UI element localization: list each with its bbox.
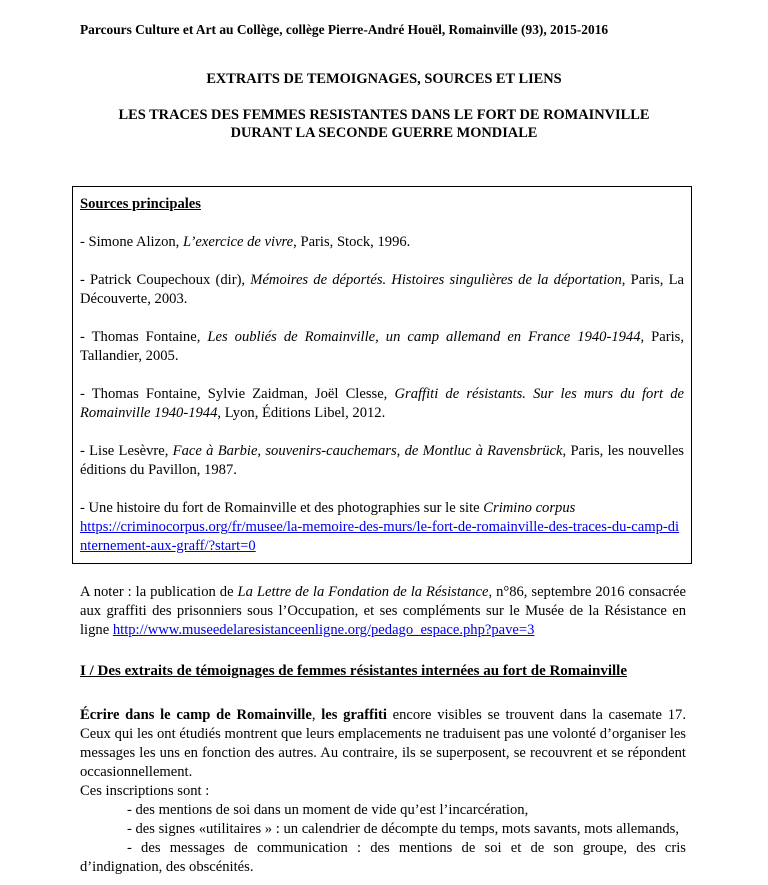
document-subtitle bbox=[0, 106, 768, 142]
paragraph-text: encore visibles se trouvent dans la casemate 17. Ceux qui les ont étudiés montrent que leurs emplacements ne traduisent pas une volonté d’organiser les messages les uns en fonction des autres. Au contraire, ils se superposent, se recouvrent et se répondent occasionnellement. bbox=[80, 707, 686, 780]
note-text-continued: , n°86, septembre 2016 consacrée aux graffiti des prisonniers sous l’Occupation, et ses compléments sur le Musée de la Résistance en ligne bbox=[80, 584, 686, 638]
source-item bbox=[80, 328, 684, 366]
source-item bbox=[80, 233, 684, 252]
source-publisher: , Lyon, Éditions Libel, 2012. bbox=[217, 405, 386, 421]
source-item-website bbox=[80, 499, 684, 556]
source-item bbox=[80, 271, 684, 309]
source-author: - Lise Lesèvre, bbox=[80, 443, 173, 459]
source-author: - Simone Alizon, bbox=[80, 234, 183, 250]
source-website-text: - Une histoire du fort de Romainville et des photographies sur le site bbox=[80, 500, 484, 516]
sources-heading: Sources principales bbox=[80, 196, 201, 212]
source-book-title: L’exercice de vivre bbox=[182, 234, 294, 250]
sources-box bbox=[72, 186, 692, 564]
list-item: - des mentions de soi dans un moment de vide qu’est l’incarcération, bbox=[127, 802, 529, 818]
note-text: A noter : la publication de bbox=[80, 584, 238, 600]
subtitle-line-2: DURANT LA SECONDE GUERRE MONDIALE bbox=[230, 125, 538, 141]
document-title: EXTRAITS DE TEMOIGNAGES, SOURCES ET LIENS bbox=[206, 71, 562, 87]
source-item bbox=[80, 442, 684, 480]
list-item: - des messages de communication : des mentions de soi et de son groupe, des cris d’indignation, des obscénités. bbox=[80, 840, 686, 875]
source-item bbox=[80, 385, 684, 423]
source-publisher: , Paris, Tallandier, 2005. bbox=[80, 329, 685, 364]
subtitle-line-1: LES TRACES DES FEMMES RESISTANTES DANS LE FORT DE ROMAINVILLE bbox=[118, 107, 650, 123]
document-header: Parcours Culture et Art au Collège, collège Pierre-André Houël, Romainville (93), 2015-2016 bbox=[80, 22, 609, 37]
source-website-name: Crimino corpus bbox=[483, 500, 576, 516]
musee-resistance-link[interactable]: http://www.museedelaresistanceenligne.org/pedago_espace.php?pave=3 bbox=[112, 622, 535, 638]
source-publisher: , Paris, La Découverte, 2003. bbox=[80, 272, 685, 307]
source-publisher: , Paris, Stock, 1996. bbox=[293, 234, 411, 250]
source-book-title: Mémoires de déportés. Histoires singulières de la déportation bbox=[250, 272, 622, 288]
section-body bbox=[80, 706, 686, 877]
section-heading: I / Des extraits de témoignages de femmes résistantes internées au fort de Romainville bbox=[80, 663, 627, 679]
source-author: - Patrick Coupechoux (dir), bbox=[80, 272, 251, 288]
bold-phrase: les graffiti bbox=[321, 707, 387, 723]
criminocorpus-link[interactable]: https://criminocorpus.org/fr/musee/la-memoire-des-murs/le-fort-de-romainville-des-traces-du-camp-dinternement-aux-graff/?start=0 bbox=[80, 519, 680, 554]
source-book-title: Les oubliés de Romainville, un camp allemand en France 1940-1944 bbox=[207, 329, 641, 345]
source-publisher: , Paris, les nouvelles éditions du Pavillon, 1987. bbox=[80, 443, 684, 478]
source-book-title: Graffiti de résistants. Sur les murs du fort de Romainville 1940-1944 bbox=[80, 386, 685, 421]
intro-paragraph bbox=[80, 706, 686, 782]
list-item: - des signes «utilitaires » : un calendrier de décompte du temps, mots savants, mots allemands, bbox=[127, 821, 680, 837]
note-publication-title: La Lettre de la Fondation de la Résistance bbox=[237, 584, 489, 600]
separator-text: , bbox=[311, 707, 322, 723]
note-paragraph bbox=[80, 583, 686, 640]
inscriptions-intro: Ces inscriptions sont : bbox=[80, 783, 210, 799]
source-author: - Thomas Fontaine, bbox=[80, 329, 208, 345]
bold-phrase: Écrire dans le camp de Romainville bbox=[80, 707, 312, 723]
source-author: - Thomas Fontaine, Sylvie Zaidman, Joël Clesse, bbox=[80, 386, 395, 402]
source-book-title: Face à Barbie, souvenirs-cauchemars, de Montluc à Ravensbrück bbox=[172, 443, 563, 459]
